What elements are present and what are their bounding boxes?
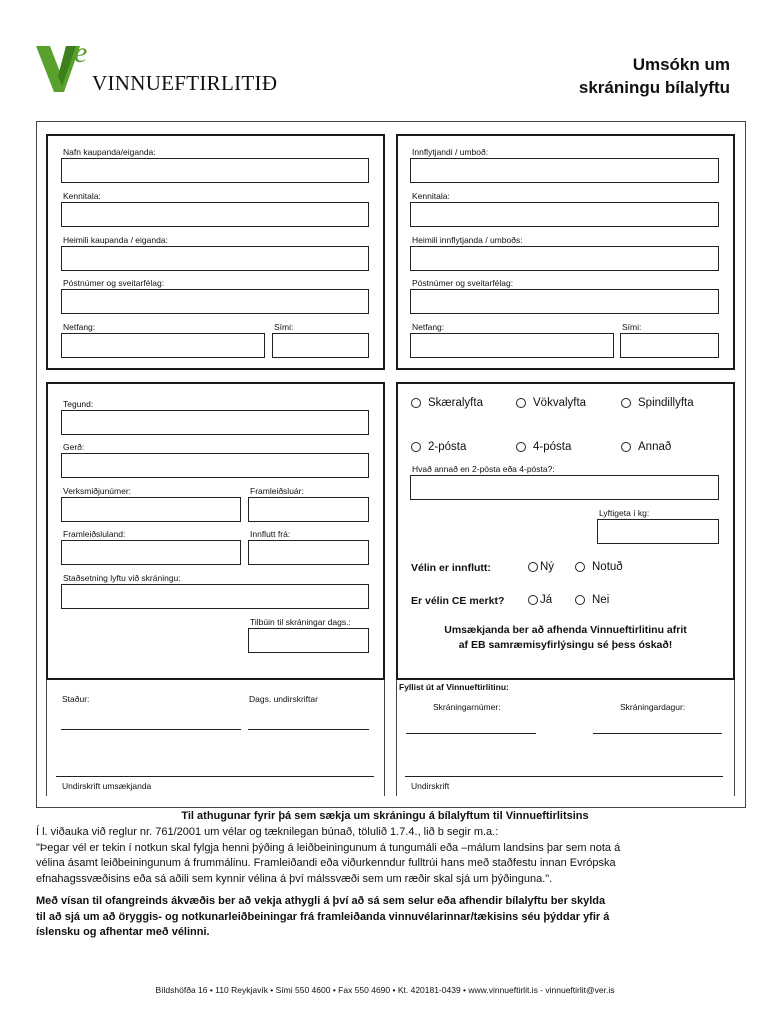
radio-used-label: Notuð <box>592 561 623 573</box>
other-type-label: Hvað annað en 2-pósta eða 4-pósta?: <box>412 464 555 474</box>
radio-two-post-label: 2-pósta <box>428 441 467 453</box>
buyer-postcode-field[interactable] <box>61 289 369 314</box>
place-line[interactable] <box>61 729 241 730</box>
notes-line: efnahagssvæðisins eða sá aðili sem kynnir vélina á því málssvæði sem um ræðir skal sjá um þýðinguna.". <box>36 872 553 885</box>
importer-kennitala-label: Kennitala: <box>412 191 450 201</box>
type-field[interactable] <box>61 410 369 435</box>
model-field[interactable] <box>61 453 369 478</box>
radio-circle-icon <box>411 442 421 452</box>
radio-yes[interactable] <box>528 594 552 606</box>
applicant-signature-label: Undirskrift umsækjanda <box>62 781 152 791</box>
ready-date-field[interactable] <box>248 628 369 653</box>
org-name: VINNUEFTIRLITIÐ <box>92 71 278 95</box>
sign-date-label: Dags. undirskriftar <box>249 694 318 704</box>
radio-scissor-label: Skæralyfta <box>428 397 483 409</box>
radio-spindle-label: Spindillyfta <box>638 397 694 409</box>
radio-circle-icon <box>516 442 526 452</box>
imported-from-field[interactable] <box>248 540 369 565</box>
buyer-name-label: Nafn kaupanda/eiganda: <box>63 147 156 157</box>
radio-two-post[interactable] <box>411 441 466 453</box>
applicant-signature-line[interactable] <box>56 776 374 777</box>
office-heading: Fyllist út af Vinnueftirlitinu: <box>399 682 509 692</box>
year-label: Framleiðsluár: <box>250 486 304 496</box>
notes-line: til að sjá um að öryggis- og notkunarleiðbeiningar frá framleiðanda vinnuvélarinnar/tækisins séu þýddar yfir á <box>36 910 610 923</box>
location-label: Staðsetning lyftu við skráningu: <box>63 573 181 583</box>
importer-kennitala-field[interactable] <box>410 202 719 227</box>
buyer-address-field[interactable] <box>61 246 369 271</box>
importer-email-label: Netfang: <box>412 322 445 332</box>
footer-address: Bíldshöfða 16 • 110 Reykjavík • Sími 550 4600 • Fax 550 4690 • Kt. 420181-0439 • www.vinnueftirlit.is - vinnueftirlit@ver.is <box>155 985 615 995</box>
imported-question: Vélin er innflutt: <box>411 562 491 574</box>
capacity-field[interactable] <box>597 519 719 544</box>
radio-hydraulic[interactable] <box>516 397 586 409</box>
country-field[interactable] <box>61 540 241 565</box>
notes-heading: Til athugunar fyrir þá sem sækja um skráningu á bílalyftum til Vinnueftirlitsins <box>181 810 589 822</box>
radio-circle-icon <box>516 398 526 408</box>
radio-hydraulic-label: Vökvalyfta <box>533 397 587 409</box>
page-title-line1: Umsókn um <box>632 55 730 74</box>
importer-email-field[interactable] <box>410 333 614 358</box>
importer-postcode-label: Póstnúmer og sveitarfélag: <box>412 278 514 288</box>
radio-circle-icon <box>621 442 631 452</box>
reg-number-label: Skráningarnúmer: <box>433 702 501 712</box>
reg-date-line[interactable] <box>593 733 722 734</box>
importer-postcode-field[interactable] <box>410 289 719 314</box>
ce-question: Er vélin CE merkt? <box>411 595 505 607</box>
radio-other-label: Annað <box>638 441 672 453</box>
notes-paragraph-2 <box>36 894 746 941</box>
radio-circle-icon <box>528 562 538 572</box>
imported-from-label: Innflutt frá: <box>250 529 291 539</box>
ce-notice-line1: Umsækjanda ber að afhenda Vinnueftirlitinu afrit <box>444 624 687 636</box>
radio-circle-icon <box>575 562 585 572</box>
buyer-phone-label: Sími: <box>274 322 294 332</box>
radio-new-label: Ný <box>540 561 555 573</box>
notes-line: íslensku og afhentar með vélinni. <box>36 926 210 938</box>
place-label: Staður: <box>62 694 90 704</box>
type-label: Tegund: <box>63 399 94 409</box>
other-type-field[interactable] <box>410 475 719 500</box>
radio-new[interactable] <box>528 561 554 573</box>
notes-line: Með vísan til ofangreinds ákvæðis ber að vekja athygli á því að sá sem selur eða afhendir bílalyftu ber skylda <box>36 895 606 907</box>
model-label: Gerð: <box>63 442 85 452</box>
country-label: Framleiðsluland: <box>63 529 126 539</box>
page-title-line2: skráningu bílalyftu <box>578 78 730 97</box>
radio-scissor[interactable] <box>411 397 483 409</box>
radio-four-post[interactable] <box>516 441 571 453</box>
radio-circle-icon <box>575 595 585 605</box>
location-field[interactable] <box>61 584 369 609</box>
capacity-label: Lyftigeta í kg: <box>599 508 650 518</box>
importer-phone-label: Sími: <box>622 322 642 332</box>
radio-four-post-label: 4-pósta <box>533 441 572 453</box>
importer-name-field[interactable] <box>410 158 719 183</box>
notes-line: Í l. viðauka við reglur nr. 761/2001 um vélar og tæknilegan búnað, tölulið 1.7.4., lið b segir m.a.: <box>36 826 499 838</box>
ce-notice-line2: af EB samræmisyfirlýsingu sé þess óskað! <box>458 639 673 651</box>
buyer-postcode-label: Póstnúmer og sveitarfélag: <box>63 278 165 288</box>
logo-letter: e <box>74 36 88 69</box>
ready-date-label: Tilbúin til skráningar dags.: <box>250 617 351 627</box>
radio-circle-icon <box>528 595 538 605</box>
radio-no-label: Nei <box>592 594 610 606</box>
buyer-kennitala-field[interactable] <box>61 202 369 227</box>
year-field[interactable] <box>248 497 369 522</box>
signature-area <box>46 680 385 796</box>
serial-label: Verksmiðjunúmer: <box>63 486 132 496</box>
buyer-name-field[interactable] <box>61 158 369 183</box>
radio-other[interactable] <box>621 441 671 453</box>
buyer-address-label: Heimili kaupanda / eiganda: <box>63 235 168 245</box>
radio-used[interactable] <box>575 561 623 573</box>
notes-line: "Þegar vél er tekin í notkun skal fylgja henni þýðing á leiðbeiningunum á tungumáli eða –málum landsins þar sem nota á <box>36 841 621 854</box>
reg-number-line[interactable] <box>406 733 536 734</box>
notes-paragraph-1 <box>36 825 746 887</box>
radio-circle-icon <box>411 398 421 408</box>
reg-date-label: Skráningardagur: <box>620 702 686 712</box>
radio-yes-label: Já <box>540 594 553 606</box>
office-area <box>396 680 735 796</box>
serial-field[interactable] <box>61 497 241 522</box>
buyer-email-label: Netfang: <box>63 322 96 332</box>
office-signature-label: Undirskrift <box>411 781 450 791</box>
buyer-phone-field[interactable] <box>272 333 369 358</box>
importer-name-label: Innflytjandi / umboð: <box>412 147 489 157</box>
importer-address-label: Heimili innflytjanda / umboðs: <box>412 235 523 245</box>
office-signature-line[interactable] <box>405 776 723 777</box>
sign-date-line[interactable] <box>248 729 369 730</box>
buyer-email-field[interactable] <box>61 333 265 358</box>
buyer-kennitala-label: Kennitala: <box>63 191 101 201</box>
importer-phone-field[interactable] <box>620 333 719 358</box>
radio-spindle[interactable] <box>621 397 694 409</box>
notes-line: vélina ásamt leiðbeiningunum á frummálinu. Framleiðandi eða viðurkenndur fulltrúi hans með staðfestu innan Evrópska <box>36 857 616 869</box>
importer-address-field[interactable] <box>410 246 719 271</box>
radio-circle-icon <box>621 398 631 408</box>
radio-no[interactable] <box>575 594 609 606</box>
